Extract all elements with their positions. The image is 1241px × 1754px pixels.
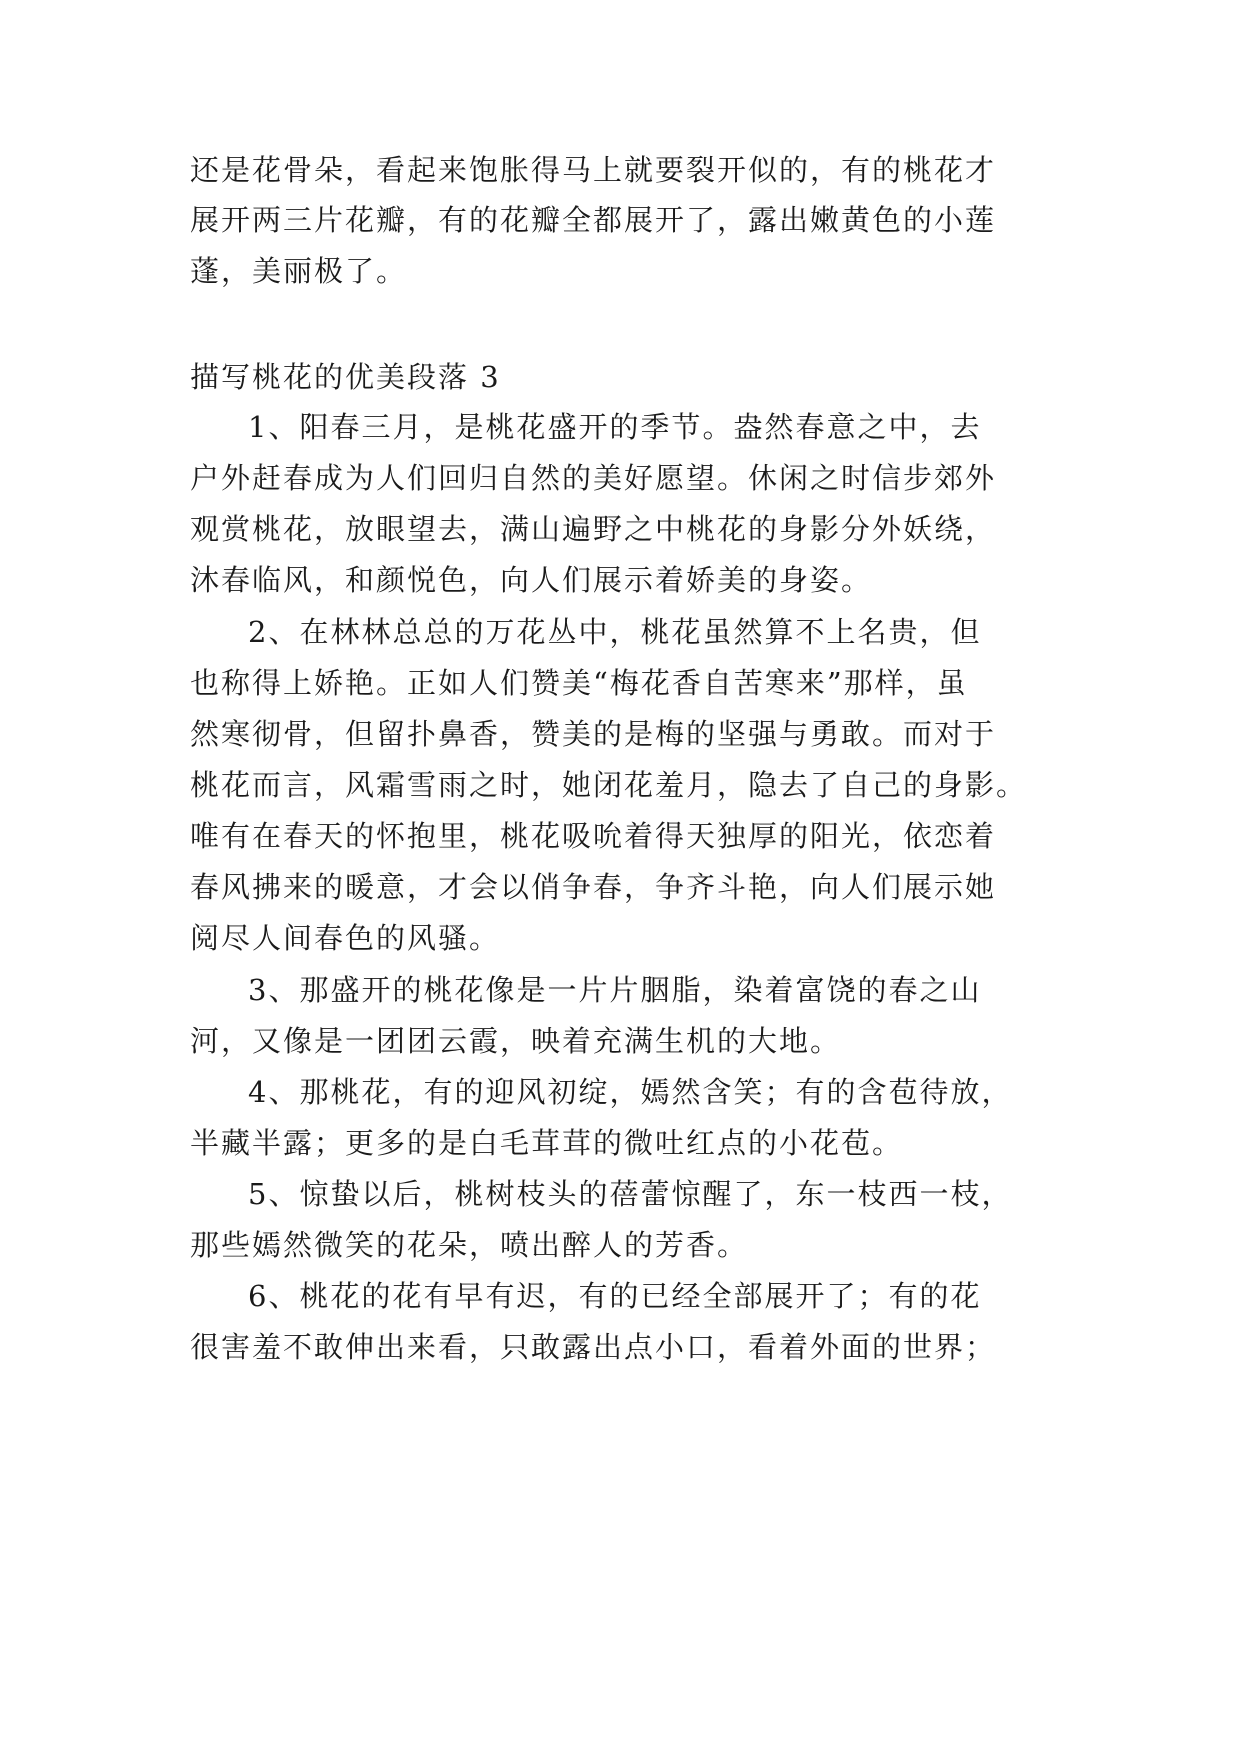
paragraph-3-line: 3、那盛开的桃花像是一片片胭脂，染着富饶的春之山 [248, 973, 982, 1007]
paragraph-2-line: 唯有在春天的怀抱里，桃花吸吮着得天独厚的阳光，依恋着 [190, 819, 997, 853]
paragraph-2-line: 春风拂来的暖意，才会以俏争春，争齐斗艳，向人们展示她 [190, 870, 997, 904]
paragraph-2-line: 然寒彻骨，但留扑鼻香，赞美的是梅的坚强与勇敢。而对于 [190, 717, 997, 751]
paragraph-2-line: 桃花而言，风霜雪雨之时，她闭花羞月，隐去了自己的身影。 [190, 768, 1028, 802]
body-text-line: 蓬，美丽极了。 [190, 254, 408, 288]
paragraph-5-line: 那些嫣然微笑的花朵，喷出醉人的芳香。 [190, 1228, 749, 1262]
paragraph-1-line: 户外赶春成为人们回归自然的美好愿望。休闲之时信步郊外 [190, 461, 997, 495]
paragraph-1-line: 1、阳春三月，是桃花盛开的季节。盎然春意之中，去 [248, 410, 982, 444]
paragraph-1-line: 观赏桃花，放眼望去，满山遍野之中桃花的身影分外妖绕， [190, 512, 997, 546]
paragraph-5-line: 5、惊蛰以后，桃树枝头的蓓蕾惊醒了，东一枝西一枝， [248, 1177, 1013, 1211]
paragraph-2-line: 2、在林林总总的万花丛中，桃花虽然算不上名贵，但 [248, 615, 982, 649]
body-text-line: 还是花骨朵，看起来饱胀得马上就要裂开似的，有的桃花才 [190, 153, 997, 187]
paragraph-2-line: 也称得上娇艳。正如人们赞美“梅花香自苦寒来”那样，虽 [190, 666, 968, 700]
paragraph-4-line: 4、那桃花，有的迎风初绽，嫣然含笑；有的含苞待放， [248, 1075, 1013, 1109]
paragraph-2-line: 阅尽人间春色的风骚。 [190, 921, 501, 955]
paragraph-4-line: 半藏半露；更多的是白毛茸茸的微吐红点的小花苞。 [190, 1126, 904, 1160]
body-text-line: 展开两三片花瓣，有的花瓣全都展开了，露出嫩黄色的小莲 [190, 203, 997, 237]
paragraph-1-line: 沐春临风，和颜悦色，向人们展示着娇美的身姿。 [190, 563, 873, 597]
section-heading: 描写桃花的优美段落 3 [190, 360, 501, 394]
paragraph-3-line: 河，又像是一团团云霞，映着充满生机的大地。 [190, 1024, 842, 1058]
paragraph-6-line: 很害羞不敢伸出来看，只敢露出点小口，看着外面的世界； [190, 1330, 997, 1364]
paragraph-6-line: 6、桃花的花有早有迟，有的已经全部展开了；有的花 [248, 1279, 982, 1313]
